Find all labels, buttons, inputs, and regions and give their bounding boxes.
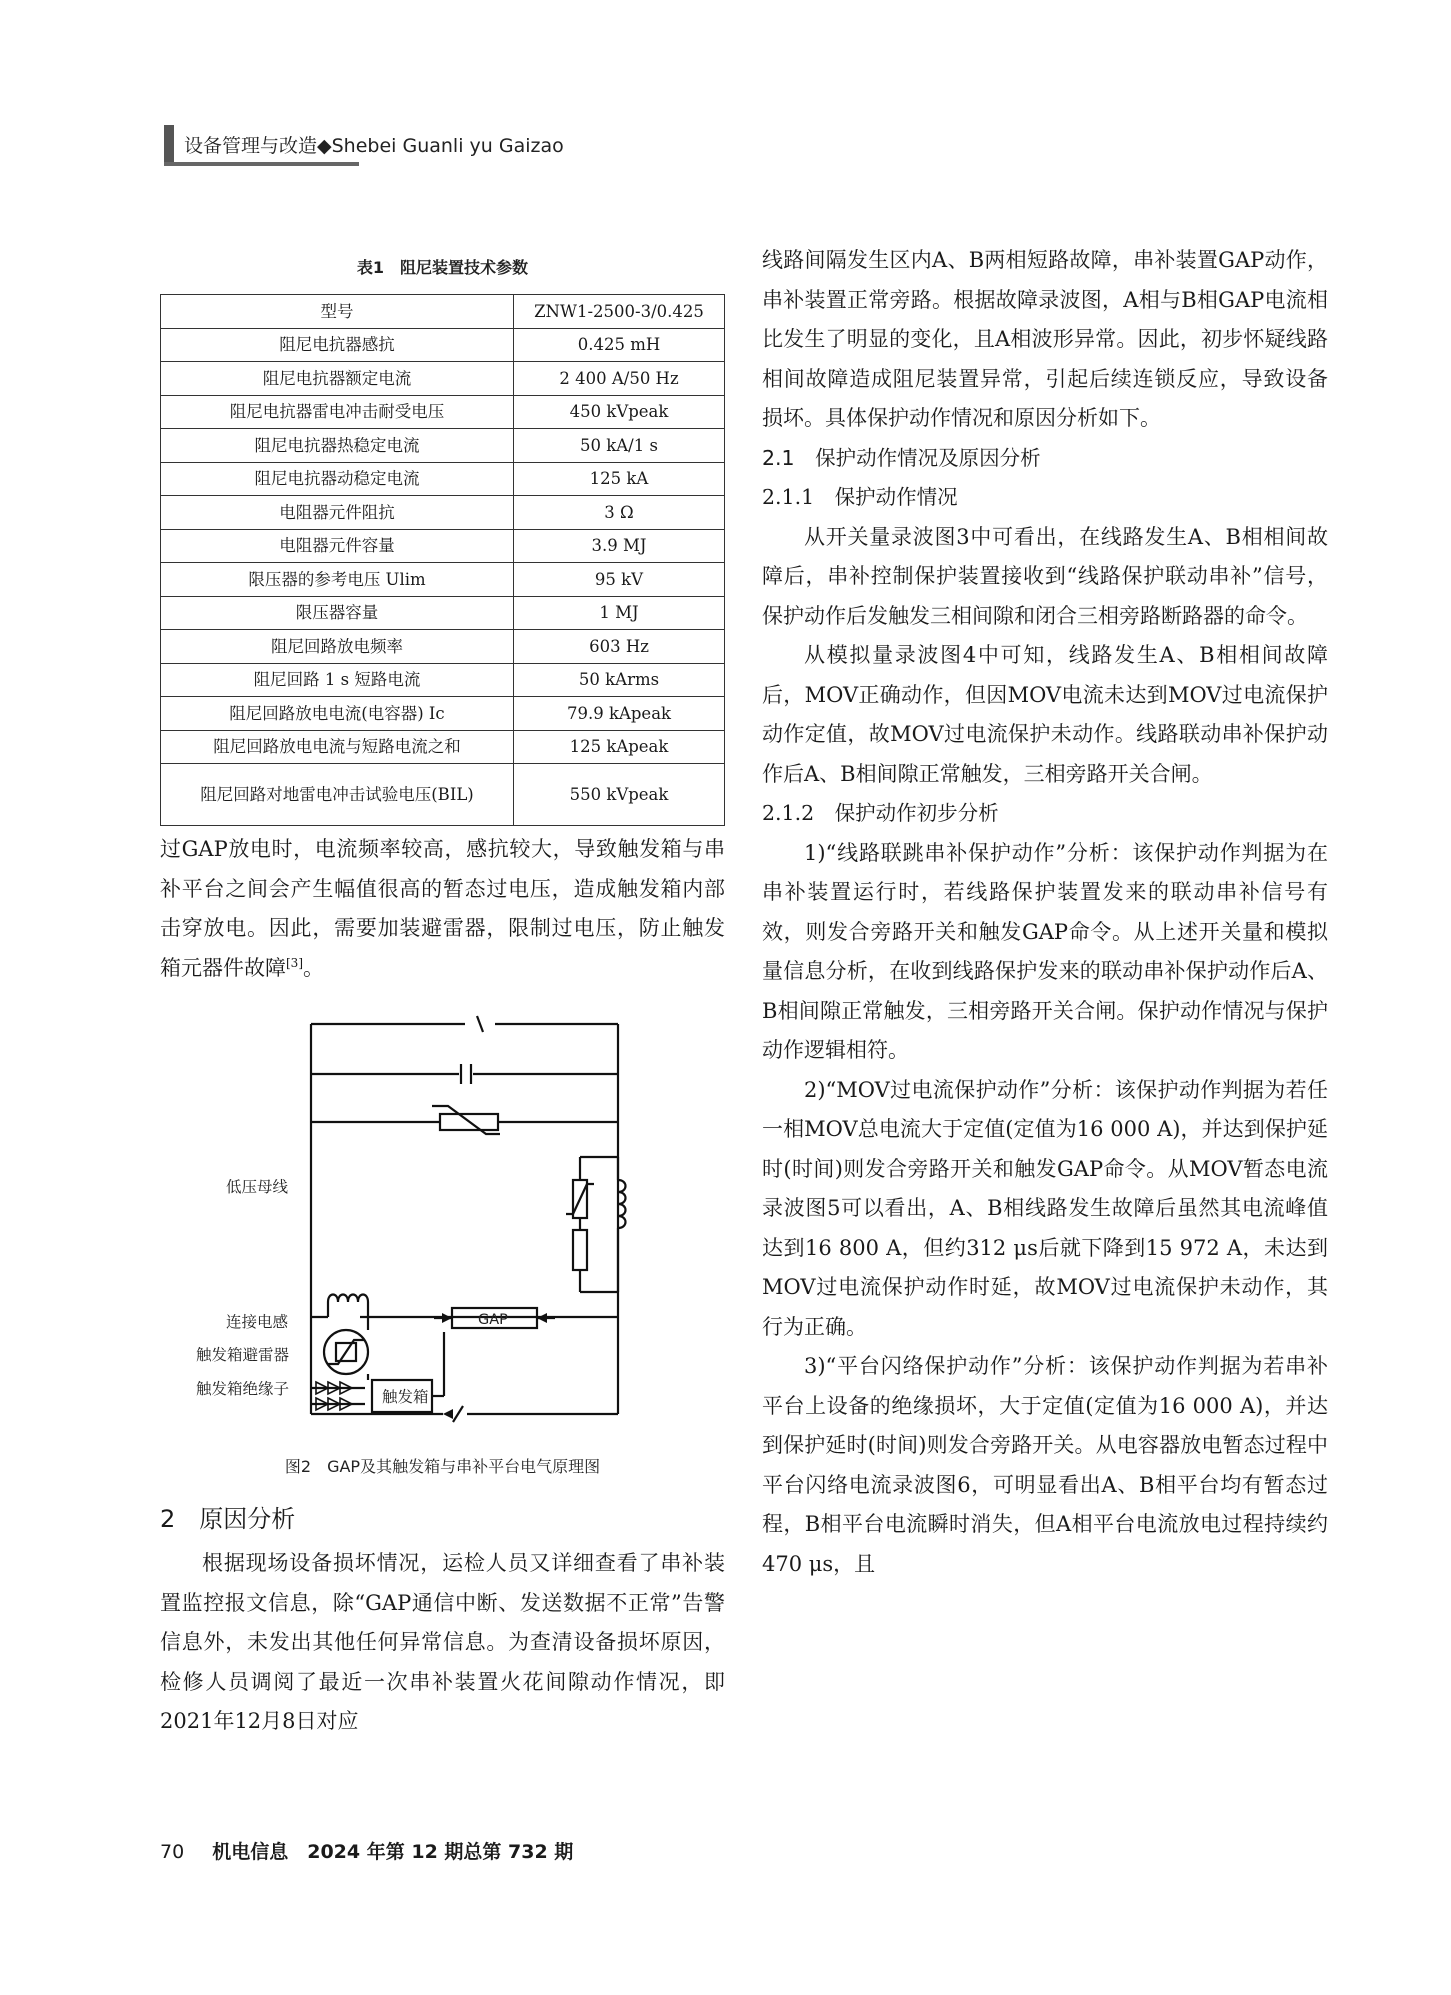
table-caption: 表1 阻尼装置技术参数 <box>356 258 529 277</box>
heading-2-1: 2.1 保护动作情况及原因分析 <box>762 445 1041 470</box>
param-name: 阻尼回路放电电流与短路电流之和 <box>161 730 514 764</box>
table-row <box>161 630 725 664</box>
table-row <box>161 328 725 362</box>
table-row <box>161 663 725 697</box>
right-paragraph-1: 线路间隔发生区内A、B两相短路故障，串补装置GAP动作，串补装置正常旁路。根据故障录波图，A相与B相GAP电流相比发生了明显的变化，且A相波形异常。因此，初步怀疑线路相间故障造成阻尼装置异常，引起后续连锁反应，导致设备损坏。具体保护动作情况和原因分析如下。 <box>762 248 1328 430</box>
left-column <box>160 255 725 1742</box>
left-paragraph-2: 根据现场设备损坏情况，运检人员又详细查看了串补装置监控报文信息，除“GAP通信中断、发送数据不正常”告警信息外，未发出其他任何异常信息。为查清设备损坏原因，检修人员调阅了最近一次串补装置火花间隙动作情况，即2021年12月8日对应 <box>160 1551 725 1733</box>
section-2-heading: 2 原因分析 <box>160 1505 296 1533</box>
table-row <box>161 730 725 764</box>
table-row <box>161 295 725 329</box>
journal-info: 机电信息 2024 年第 12 期总第 732 期 <box>212 1841 574 1863</box>
param-name: 阻尼电抗器额定电流 <box>161 362 514 396</box>
table-row <box>161 596 725 630</box>
circuit-figure <box>160 1002 725 1452</box>
table-row <box>161 496 725 530</box>
header-bar <box>164 125 174 163</box>
parameter-table <box>160 294 725 826</box>
param-name: 阻尼电抗器动稳定电流 <box>161 462 514 496</box>
circuit-diagram <box>160 1002 725 1452</box>
right-column <box>762 248 1328 1584</box>
param-name: 限压器的参考电压 Ulim <box>161 563 514 597</box>
param-value: ZNW1-2500-3/0.425 <box>514 295 725 329</box>
header-title: 设备管理与改造◆Shebei Guanli yu Gaizao <box>184 134 564 157</box>
param-value: 550 kVpeak <box>514 764 725 826</box>
param-name: 限压器容量 <box>161 596 514 630</box>
param-name: 阻尼回路 1 s 短路电流 <box>161 663 514 697</box>
param-name: 阻尼电抗器热稳定电流 <box>161 429 514 463</box>
label-insulator: 触发箱绝缘子 <box>196 1380 290 1398</box>
param-value: 603 Hz <box>514 630 725 664</box>
param-value: 79.9 kApeak <box>514 697 725 731</box>
param-name: 阻尼回路对地雷电冲击试验电压(BIL) <box>161 764 514 826</box>
table-row <box>161 462 725 496</box>
label-gap: GAP <box>478 1312 508 1328</box>
table-row <box>161 697 725 731</box>
param-value: 450 kVpeak <box>514 395 725 429</box>
param-value: 3.9 MJ <box>514 529 725 563</box>
heading-2-1-2: 2.1.2 保护动作初步分析 <box>762 801 999 825</box>
param-name: 电阻器元件阻抗 <box>161 496 514 530</box>
label-arrester: 触发箱避雷器 <box>196 1346 290 1364</box>
param-value: 125 kA <box>514 462 725 496</box>
label-bus: 低压母线 <box>226 1178 289 1196</box>
analysis-item-3: 3)“平台闪络保护动作”分析：该保护动作判据为若串补平台上设备的绝缘损坏，大于定值(定值为16 000 A)，并达到保护延时(时间)则发合旁路开关。从电容器放电暂态过程中平台闪络电流录波图6，可明显看出A、B相平台均有暂态过程，B相平台电流瞬时消失，但A相平台电流放电过程持续约470 μs，且 <box>762 1354 1328 1576</box>
param-name: 阻尼回路放电电流(电容器) Ic <box>161 697 514 731</box>
running-header <box>164 124 564 164</box>
table-row <box>161 362 725 396</box>
analysis-item-1: 1)“线路联跳串补保护动作”分析：该保护动作判据为在串补装置运行时，若线路保护装置发来的联动串补信号有效，则发合旁路开关和触发GAP命令。从上述开关量和模拟量信息分析，在收到线路保护发来的联动串补保护动作后A、B相间隙正常触发，三相旁路开关合闸。保护动作情况与保护动作逻辑相符。 <box>762 840 1328 1062</box>
heading-2-1-1: 2.1.1 保护动作情况 <box>762 485 958 509</box>
header-rule <box>164 162 359 166</box>
label-inductor: 连接电感 <box>226 1313 289 1331</box>
param-value: 1 MJ <box>514 596 725 630</box>
table-row <box>161 764 725 826</box>
param-value: 50 kArms <box>514 663 725 697</box>
left-paragraph-1: 过GAP放电时，电流频率较高，感抗较大，导致触发箱与串补平台之间会产生幅值很高的暂态过电压，造成触发箱内部击穿放电。因此，需要加装避雷器，限制过电压，防止触发箱元器件故障[3]。 <box>160 837 725 980</box>
paragraph-2-1-1-a: 从开关量录波图3中可看出，在线路发生A、B相相间故障后，串补控制保护装置接收到“线路保护联动串补”信号，保护动作后发触发三相间隙和闭合三相旁路断路器的命令。 <box>762 524 1328 628</box>
page-number: 70 <box>160 1841 185 1863</box>
analysis-item-2: 2)“MOV过电流保护动作”分析：该保护动作判据为若任一相MOV总电流大于定值(定值为16 000 A)，并达到保护延时(时间)则发合旁路开关和触发GAP命令。从MOV暂态电流录波图5可以看出，A、B相线路发生故障后虽然其电流峰值达到16 800 A，但约312 μs后就下降到15 972 A，未达到MOV过电流保护动作时延，故MOV过电流保护未动作，其行为正确。 <box>762 1077 1328 1339</box>
param-value: 125 kApeak <box>514 730 725 764</box>
param-name: 型号 <box>161 295 514 329</box>
param-value: 0.425 mH <box>514 328 725 362</box>
label-trigger-box: 触发箱 <box>382 1388 429 1406</box>
table-row <box>161 429 725 463</box>
param-name: 阻尼回路放电频率 <box>161 630 514 664</box>
param-value: 50 kA/1 s <box>514 429 725 463</box>
param-name: 阻尼电抗器雷电冲击耐受电压 <box>161 395 514 429</box>
param-value: 2 400 A/50 Hz <box>514 362 725 396</box>
figure-caption: 图2 GAP及其触发箱与串补平台电气原理图 <box>284 1457 601 1476</box>
page-footer <box>160 1837 573 1864</box>
param-name: 阻尼电抗器感抗 <box>161 328 514 362</box>
table-row <box>161 563 725 597</box>
param-value: 3 Ω <box>514 496 725 530</box>
paragraph-2-1-1-b: 从模拟量录波图4中可知，线路发生A、B相相间故障后，MOV正确动作，但因MOV电流未达到MOV过电流保护动作定值，故MOV过电流保护未动作。线路联动串补保护动作后A、B相间隙正常触发，三相旁路开关合闸。 <box>762 643 1328 786</box>
table-row <box>161 529 725 563</box>
param-value: 95 kV <box>514 563 725 597</box>
param-name: 电阻器元件容量 <box>161 529 514 563</box>
table-row <box>161 395 725 429</box>
